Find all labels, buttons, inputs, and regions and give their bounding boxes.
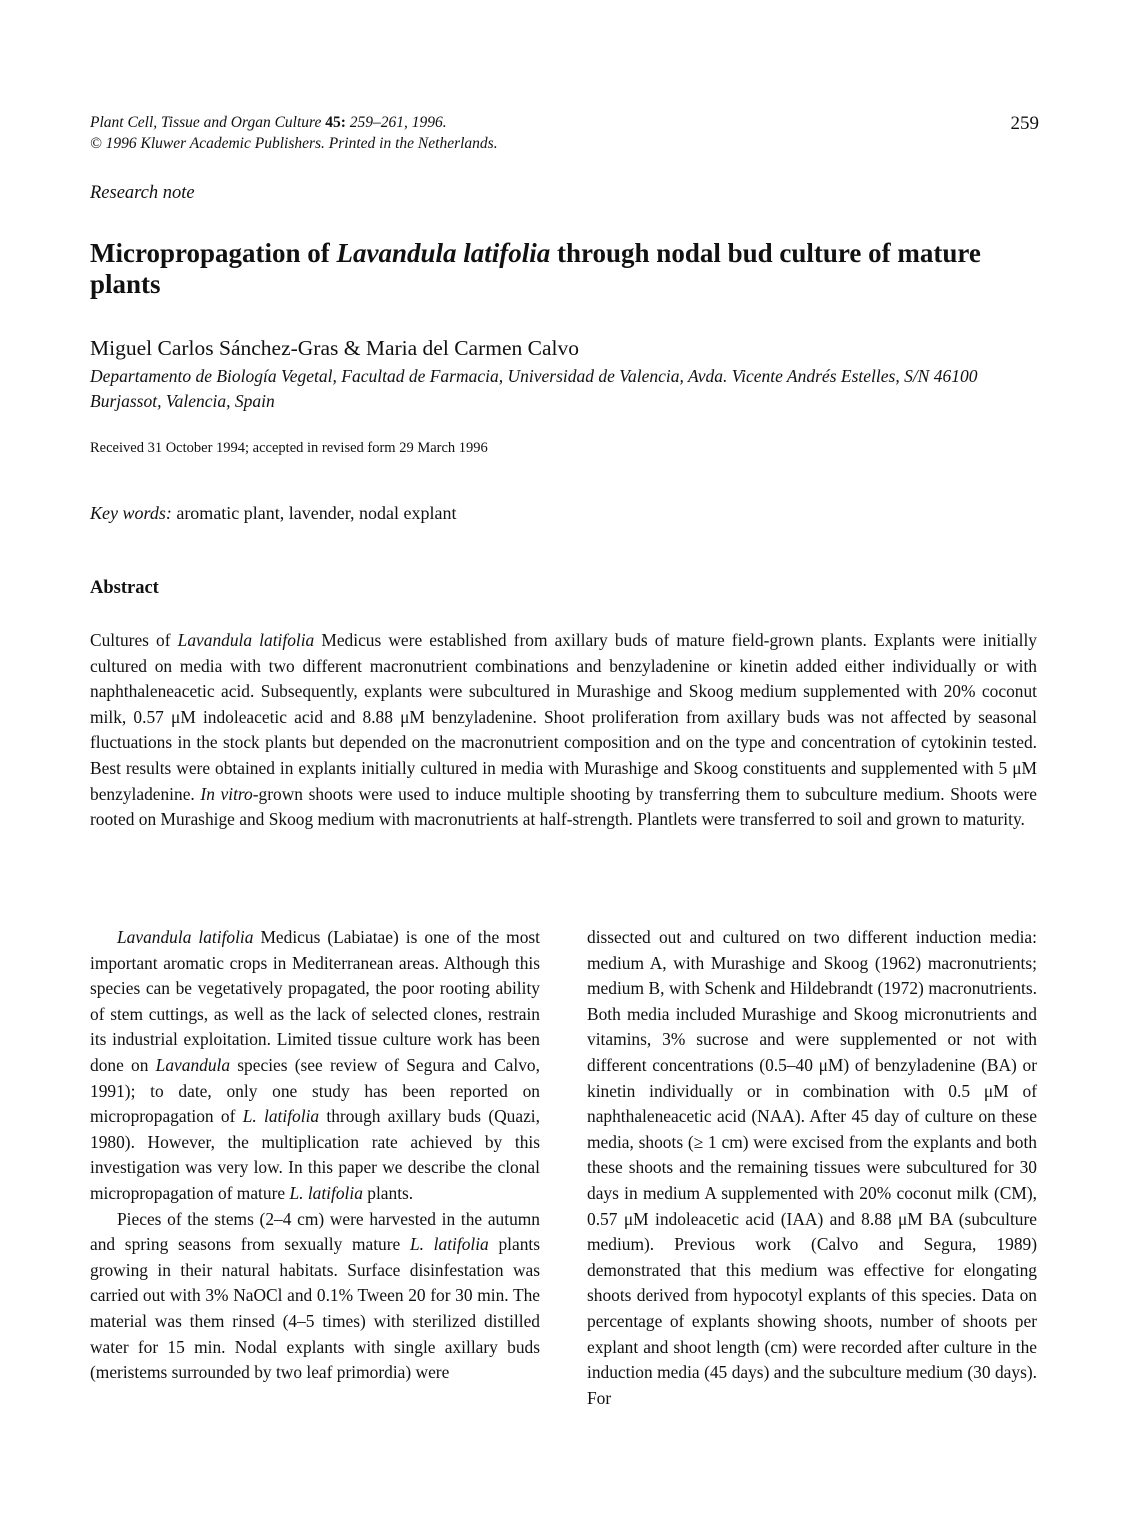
page-number: 259 xyxy=(1010,113,1039,134)
body-paragraph-2 xyxy=(90,1207,540,1386)
abstract-s4: -grown shoots were used to induce multiple shooting by transferring them to subculture medium. Shoots were rooted on Murashige and Skoog medium with macronutrients at half-strength. Plantlets were transferred to soil and grown to maturity. xyxy=(90,783,1037,830)
authors: Miguel Carlos Sánchez-Gras & Maria del Carmen Calvo xyxy=(90,336,579,360)
journal-name: Plant Cell, Tissue and Organ Culture xyxy=(90,114,322,131)
species-name: L. latifolia xyxy=(242,1106,320,1127)
genus-name: Lavandula xyxy=(155,1054,231,1075)
body-text: through axillary buds (Quazi, 1980). However, the multiplication rate achieved by this investigation was very low. In this paper we describe the clonal micropropagation of mature xyxy=(90,1106,540,1203)
abstract-heading: Abstract xyxy=(90,578,159,598)
keywords xyxy=(90,503,457,524)
received-dates: Received 31 October 1994; accepted in revised form 29 March 1996 xyxy=(90,440,488,456)
paper-title xyxy=(90,238,1040,300)
species-name: L. latifolia xyxy=(289,1182,363,1203)
keywords-label: Key words: xyxy=(90,503,172,523)
body-paragraph-1 xyxy=(90,925,540,1207)
journal-pages: 259–261, 1996. xyxy=(349,114,447,131)
section-label: Research note xyxy=(90,183,195,203)
copyright-line: © 1996 Kluwer Academic Publishers. Printed in the Netherlands. xyxy=(90,135,498,152)
species-name: L. latifolia xyxy=(409,1234,489,1255)
body-text: Medicus (Labiatae) is one of the most important aromatic crops in Mediterranean areas. Although this species can be vegetatively propagated, the poor rooting ability of stem cuttings, as well as the lack of selected clones, restrain its industrial exploitation. Limited tissue culture work has been done on xyxy=(90,927,540,1075)
title-species: Lavandula latifolia xyxy=(336,238,551,268)
body-paragraph-3: dissected out and cultured on two different induction media: medium A, with Murashige and Skoog (1962) macronutrients; medium B, with Schenk and Hildebrandt (1972) macronutrients. Both media included Murashige and Skoog micronutrients and vitamins, 3% sucrose and were supplemented or not with different concentrations (0.5–40 μM) of benzyladenine (BA) or kinetin individually or in combination with 0.5 μM of naphthaleneacetic acid (NAA). After 45 day of culture on these media, shoots (≥ 1 cm) were excised from the explants and both these shoots and the remaining tissues were subcultured for 30 days in medium A supplemented with 20% coconut milk (CM), 0.57 μM indoleacetic acid (IAA) and 8.88 μM BA (subculture medium). Previous work (Calvo and Segura, 1989) demonstrated that this medium was effective for elongating shoots derived from hypocotyl explants of this species. Data on percentage of explants showing shoots, number of shoots per explant and shoot length (cm) were recorded after culture in the induction media (45 days) and the subculture medium (30 days). For xyxy=(587,927,1037,1408)
body-column-right xyxy=(587,925,1037,1411)
abstract-s1: Cultures of xyxy=(90,630,178,650)
body-text: plants. xyxy=(362,1182,414,1203)
title-part-1: Micropropagation of xyxy=(90,238,337,268)
abstract-s2: Medicus were established from axillary buds of mature field-grown plants. Explants were initially cultured on media with two different macronutrient combinations and benzyladenine or kinetin added either individually or with naphthaleneacetic acid. Subsequently, explants were subcultured in Murashige and Skoog medium supplemented with 20% coconut milk, 0.57 μM indoleacetic acid and 8.88 μM benzyladenine. Shoot proliferation from axillary buds was not affected by seasonal fluctuations in the stock plants but depended on the macronutrient composition and on the type and concentration of cytokinin tested. Best results were obtained in explants initially cultured in media with Murashige and Skoog constituents and supplemented with 5 μM benzyladenine. xyxy=(90,630,1037,804)
journal-line xyxy=(90,112,498,133)
journal-citation xyxy=(90,112,498,154)
journal-volume: 45: xyxy=(325,114,346,131)
body-text: Pieces of the stems (2–4 cm) were harvested in the autumn and spring seasons from sexually mature xyxy=(90,1208,540,1255)
title-part-2: through nodal bud culture of mature plants xyxy=(90,238,981,299)
abstract-in-vitro: In vitro xyxy=(200,783,253,804)
abstract-species: Lavandula latifolia xyxy=(177,630,315,650)
keywords-text: aromatic plant, lavender, nodal explant xyxy=(171,503,457,523)
body-column-left xyxy=(90,925,540,1386)
body-text: species (see review of Segura and Calvo, 1991); to date, only one study has been reported on micropropagation of xyxy=(90,1054,540,1127)
species-name: Lavandula latifolia xyxy=(117,927,254,947)
body-text: plants growing in their natural habitats. Surface disinfestation was carried out with 3% NaOCl and 0.1% Tween 20 for 30 min. The material was them rinsed (4–5 times) with sterilized distilled water for 15 min. Nodal explants with single axillary buds (meristems surrounded by two leaf primordia) were xyxy=(90,1234,540,1383)
affiliation: Departamento de Biología Vegetal, Facultad de Farmacia, Universidad de Valencia, Avda. Vicente Andrés Estelles, S/N 46100 Burjassot, Valencia, Spain xyxy=(90,366,978,411)
abstract-text xyxy=(90,628,1037,833)
